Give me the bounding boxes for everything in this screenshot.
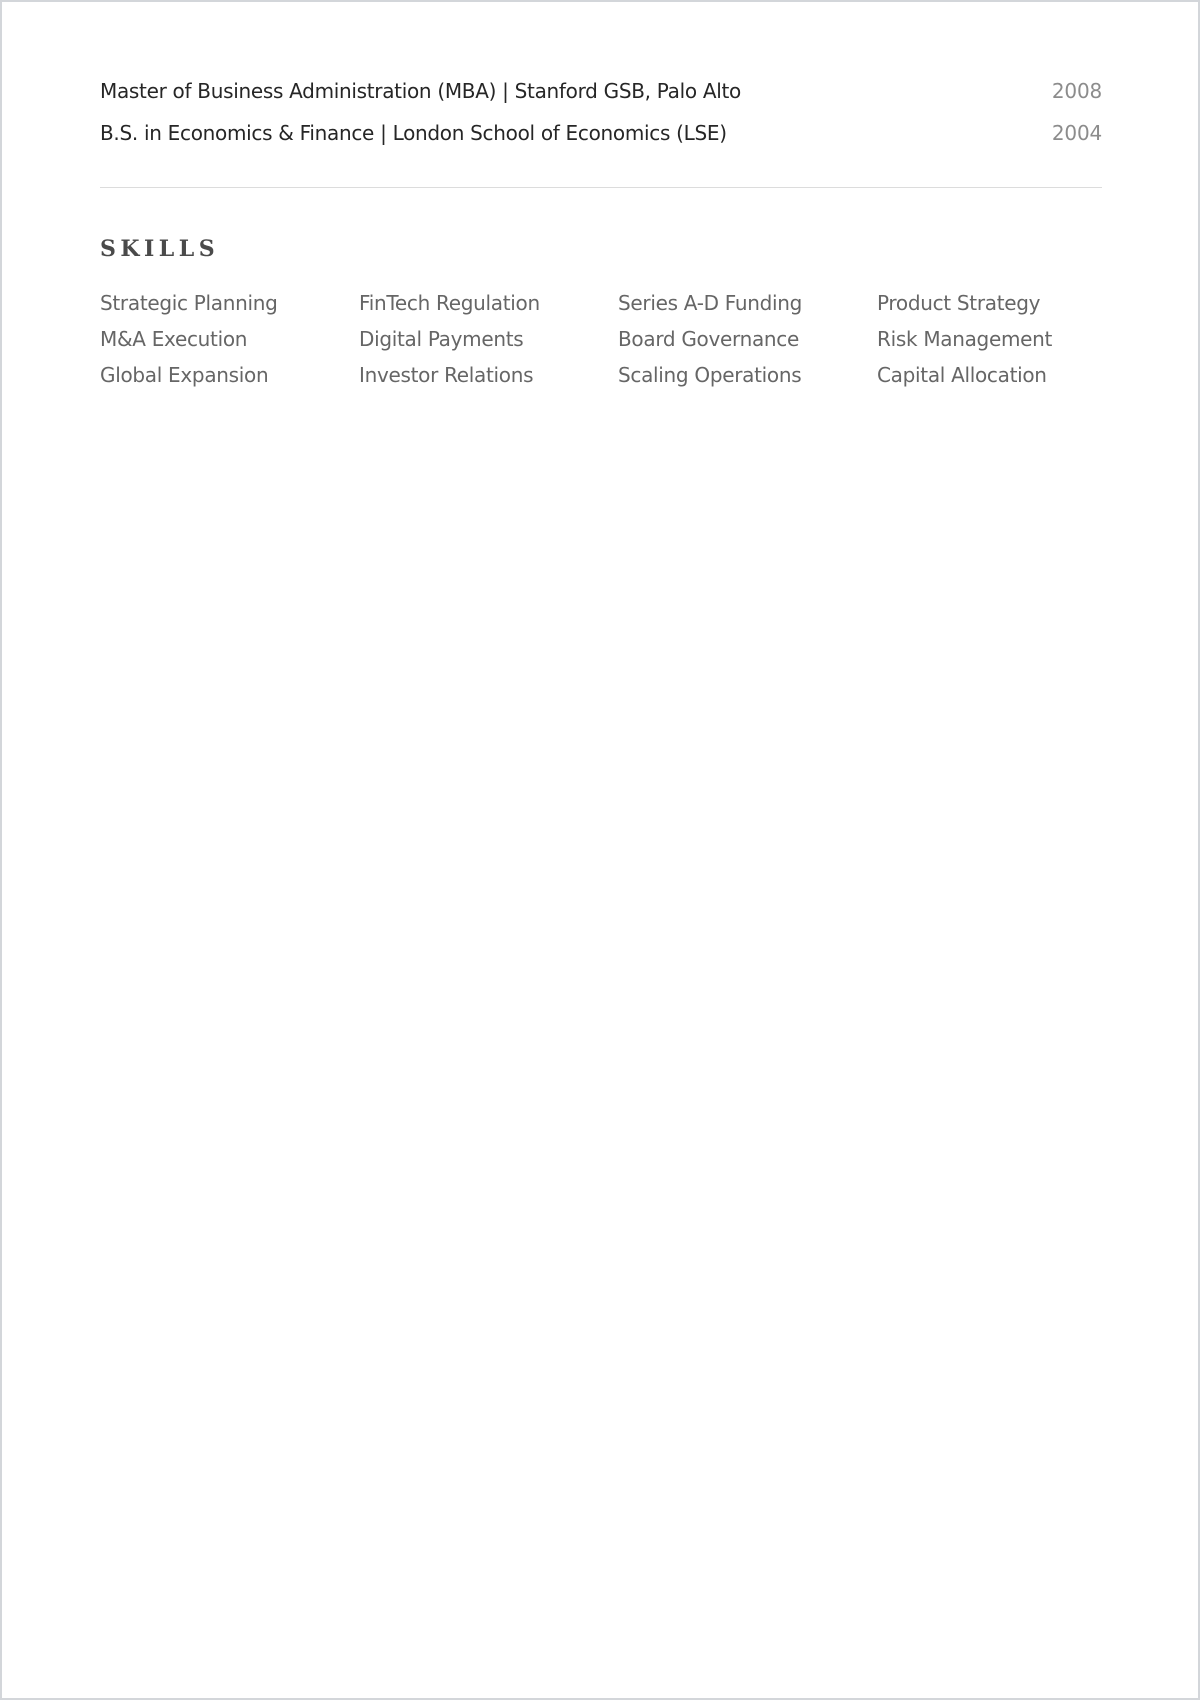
degree-title: B.S. in Economics & Finance | London School of Economics (LSE) bbox=[100, 121, 727, 145]
skill-item: Risk Management bbox=[877, 327, 1053, 351]
skill-item: Series A-D Funding bbox=[618, 291, 803, 315]
degree-year: 2004 bbox=[1051, 121, 1102, 145]
skill-item: FinTech Regulation bbox=[359, 291, 540, 315]
degree-year: 2008 bbox=[1051, 79, 1102, 103]
skill-item: Investor Relations bbox=[359, 363, 534, 387]
skill-item: Global Expansion bbox=[100, 363, 269, 387]
skills-grid bbox=[100, 285, 1102, 393]
education-entry bbox=[100, 112, 1102, 154]
skill-item: Strategic Planning bbox=[100, 291, 278, 315]
section-divider bbox=[100, 187, 1102, 188]
skill-item: Product Strategy bbox=[877, 291, 1041, 315]
skill-item: Board Governance bbox=[618, 327, 799, 351]
skills-heading: SKILLS bbox=[100, 236, 220, 262]
skill-item: Digital Payments bbox=[359, 327, 524, 351]
skill-item: M&A Execution bbox=[100, 327, 248, 351]
degree-title: Master of Business Administration (MBA) | Stanford GSB, Palo Alto bbox=[100, 79, 741, 103]
skill-item: Capital Allocation bbox=[877, 363, 1047, 387]
education-entry bbox=[100, 70, 1102, 112]
education-list bbox=[100, 70, 1102, 154]
skill-item: Scaling Operations bbox=[618, 363, 802, 387]
